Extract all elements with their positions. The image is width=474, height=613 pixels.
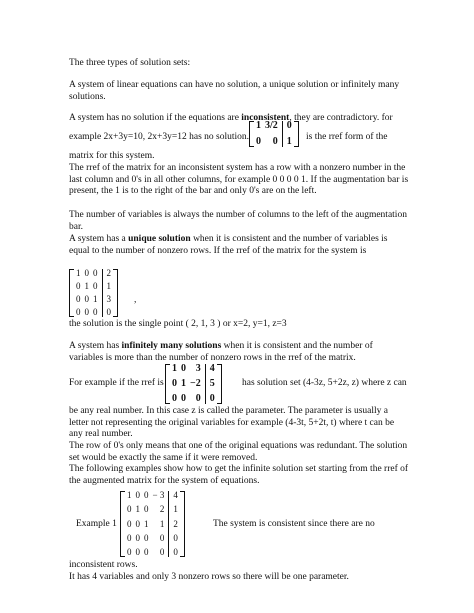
matrix-cell: 0 <box>135 518 140 529</box>
example-1-label: Example 1 <box>76 519 117 529</box>
infinite-solutions-paragraph <box>69 341 409 364</box>
consistent-text: The system is consistent since there are no <box>213 519 375 529</box>
matrix-cell: 1 <box>135 504 140 515</box>
matrix-cell: 0 <box>181 393 186 404</box>
term-inconsistent: inconsistent <box>241 113 290 123</box>
matrix-cell: 0 <box>286 120 292 131</box>
matrix-column <box>254 121 263 147</box>
matrix-cell: 1 <box>76 268 81 278</box>
matrix-column <box>285 121 294 147</box>
text: when it is consistent and the number of variables is equal to the number of nonzero rows. If the rref of the matrix for the system is <box>69 234 388 256</box>
matrix-column <box>179 364 188 404</box>
text: A system has a <box>69 234 129 244</box>
matrix-column <box>151 491 167 557</box>
augmentation-bar <box>168 491 169 557</box>
single-point-line: the solution is the single point ( 2, 1, 3 ) or x=2, y=1, z=3 <box>69 319 287 329</box>
matrix-column <box>74 269 83 317</box>
matrix-d <box>120 491 185 557</box>
matrix-columns <box>74 269 113 317</box>
matrix-column <box>188 364 203 404</box>
matrix-cell: 0 <box>127 518 132 529</box>
matrix-column <box>171 491 180 557</box>
matrix-column <box>263 121 280 147</box>
matrix-cell: 1 <box>286 136 292 147</box>
matrix-cell: −2 <box>190 378 201 389</box>
matrix-cell: 0 <box>144 547 149 557</box>
matrix-cell: 0 <box>172 393 177 404</box>
intro-paragraph: A system of linear equations can have no solution, a unique solution or infinitely many solutions. <box>69 80 400 102</box>
matrix-cell: 1 <box>127 490 132 500</box>
matrix-a <box>249 121 299 147</box>
matrix-cell: 1 <box>144 518 149 529</box>
matrix-cell: 1 <box>173 504 178 515</box>
matrix-cell: 2 <box>159 504 165 515</box>
matrix-cell: 0 <box>93 281 98 291</box>
matrix-column <box>134 491 143 557</box>
matrix-cell: 0 <box>144 490 149 500</box>
matrix-column <box>83 269 92 317</box>
matrix-cell: 0 <box>93 268 98 278</box>
text: A system has no solution if the equations are <box>69 113 242 123</box>
augmentation-bar <box>205 364 206 404</box>
right-bracket <box>294 121 299 147</box>
matrix-column <box>208 364 217 404</box>
matrix-cell: 0 <box>93 307 98 317</box>
matrix-cell: 0 <box>256 136 261 147</box>
matrix-cell: 1 <box>93 294 98 304</box>
matrix-cell: 0 <box>159 547 165 557</box>
matrix-cell: 0 <box>127 532 132 543</box>
matrix-cell: 0 <box>181 363 186 374</box>
matrix-cell: 1 <box>172 363 177 374</box>
matrix-cell: 0 <box>195 393 201 404</box>
matrix-cell: 0 <box>209 393 215 404</box>
matrix-cell: 0 <box>76 281 81 291</box>
variables-paragraph: The number of variables is always the number of columns to the left of the augmentation bar. <box>69 210 407 232</box>
matrix-cell: 0 <box>173 532 178 543</box>
right-bracket <box>217 364 222 404</box>
redundant-row-paragraph: The row of 0's only means that one of the original equations was redundant. The solution set would be exactly the same if it were removed. <box>69 441 408 463</box>
matrix-cell: 0 <box>135 547 140 557</box>
matrix-cell: 3/2 <box>265 120 278 131</box>
matrix-columns <box>254 121 294 147</box>
matrix-cell: 3 <box>195 363 201 374</box>
solution-set-text: has solution set (4-3z, 5+2z, z) where z can <box>242 378 407 388</box>
matrix-cell: 0 <box>127 504 132 515</box>
matrix-cell: 0 <box>84 268 89 278</box>
matrix-cell: 2 <box>173 518 178 529</box>
matrix-cell: 0 <box>76 307 81 317</box>
parameter-paragraph: be any real number. In this case z is called the parameter. The parameter is usually a letter not representing the original variables for example (4-3t, 5+2t, t) where t can be any real number. <box>69 406 395 439</box>
matrix-columns <box>170 364 217 404</box>
matrix-cell: − 3 <box>152 490 165 500</box>
matrix-cell: 0 <box>84 307 89 317</box>
matrix-cell: 1 <box>106 281 111 291</box>
matrix-cell: 0 <box>272 136 278 147</box>
matrix-cell: 3 <box>106 294 111 304</box>
matrix-cell: 5 <box>209 378 215 389</box>
inconsistent-rref-paragraph: The rref of the matrix for an inconsistent system has a row with a nonzero number in the last column and 0's in all other columns, for example 0 0 0 0 1. If the augmentation bar is present, the 1 is to the right of the bar and only 0's are on the left. <box>69 163 409 196</box>
text: when it is consistent and the number of variables is more than the number of nonzero rows in the rref of the matrix. <box>69 341 373 363</box>
no-solution-line <box>69 113 393 125</box>
matrix-cell: 0 <box>135 490 140 500</box>
matrix-cell: 4 <box>209 363 215 374</box>
matrix-b <box>69 269 118 317</box>
matrix-column <box>91 269 100 317</box>
augmentation-bar <box>102 269 103 317</box>
matrix-cell: 2 <box>106 268 111 278</box>
matrix-c <box>165 364 222 404</box>
matrix-column <box>105 269 114 317</box>
rref-example-line: For example if the rref is <box>69 378 164 388</box>
matrix-columns <box>125 491 180 557</box>
matrix-cell: 1 <box>84 281 89 291</box>
right-bracket <box>113 269 118 317</box>
matrix-cell: 4 <box>173 490 178 500</box>
matrix-cell: 0 <box>127 547 132 557</box>
matrix-column <box>170 364 179 404</box>
matrix-comma: , <box>134 295 137 305</box>
matrix-cell: 0 <box>173 547 178 557</box>
right-bracket <box>180 491 185 557</box>
example-no-solution: example 2x+3y=10, 2x+3y=12 has no solution. <box>69 132 250 142</box>
matrix-column <box>125 491 134 557</box>
unique-solution-paragraph <box>69 234 409 257</box>
matrix-cell: 0 <box>159 532 165 543</box>
term-unique-solution: unique solution <box>128 234 191 244</box>
matrix-cell: 0 <box>106 307 111 317</box>
matrix-cell: 0 <box>76 294 81 304</box>
parameter-count-line: It has 4 variables and only 3 nonzero rows so there will be one parameter. <box>69 572 349 582</box>
matrix-cell: 1 <box>256 120 261 131</box>
text: , they are contradictory. for <box>289 113 393 123</box>
matrix-cell: 1 <box>159 518 165 529</box>
augmentation-bar <box>282 121 283 147</box>
heading-solution-sets: The three types of solution sets: <box>69 58 191 68</box>
matrix-cell: 0 <box>84 294 89 304</box>
matrix-cell: 1 <box>181 378 186 389</box>
matrix-cell: 0 <box>144 532 149 543</box>
matrix-column <box>142 491 151 557</box>
matrix-system-line: matrix for this system. <box>69 151 155 161</box>
examples-intro-paragraph: The following examples show how to get the infinite solution set starting from the rref of the augmented matrix for the system of equations. <box>69 464 409 486</box>
inconsistent-rows-line: inconsistent rows. <box>69 560 138 570</box>
matrix-cell: 0 <box>144 504 149 515</box>
term-infinitely-many: infinitely many solutions <box>121 341 222 351</box>
text: A system has <box>69 341 122 351</box>
rref-form-text: is the rref form of the <box>306 132 388 142</box>
matrix-cell: 0 <box>135 532 140 543</box>
matrix-cell: 0 <box>172 378 177 389</box>
